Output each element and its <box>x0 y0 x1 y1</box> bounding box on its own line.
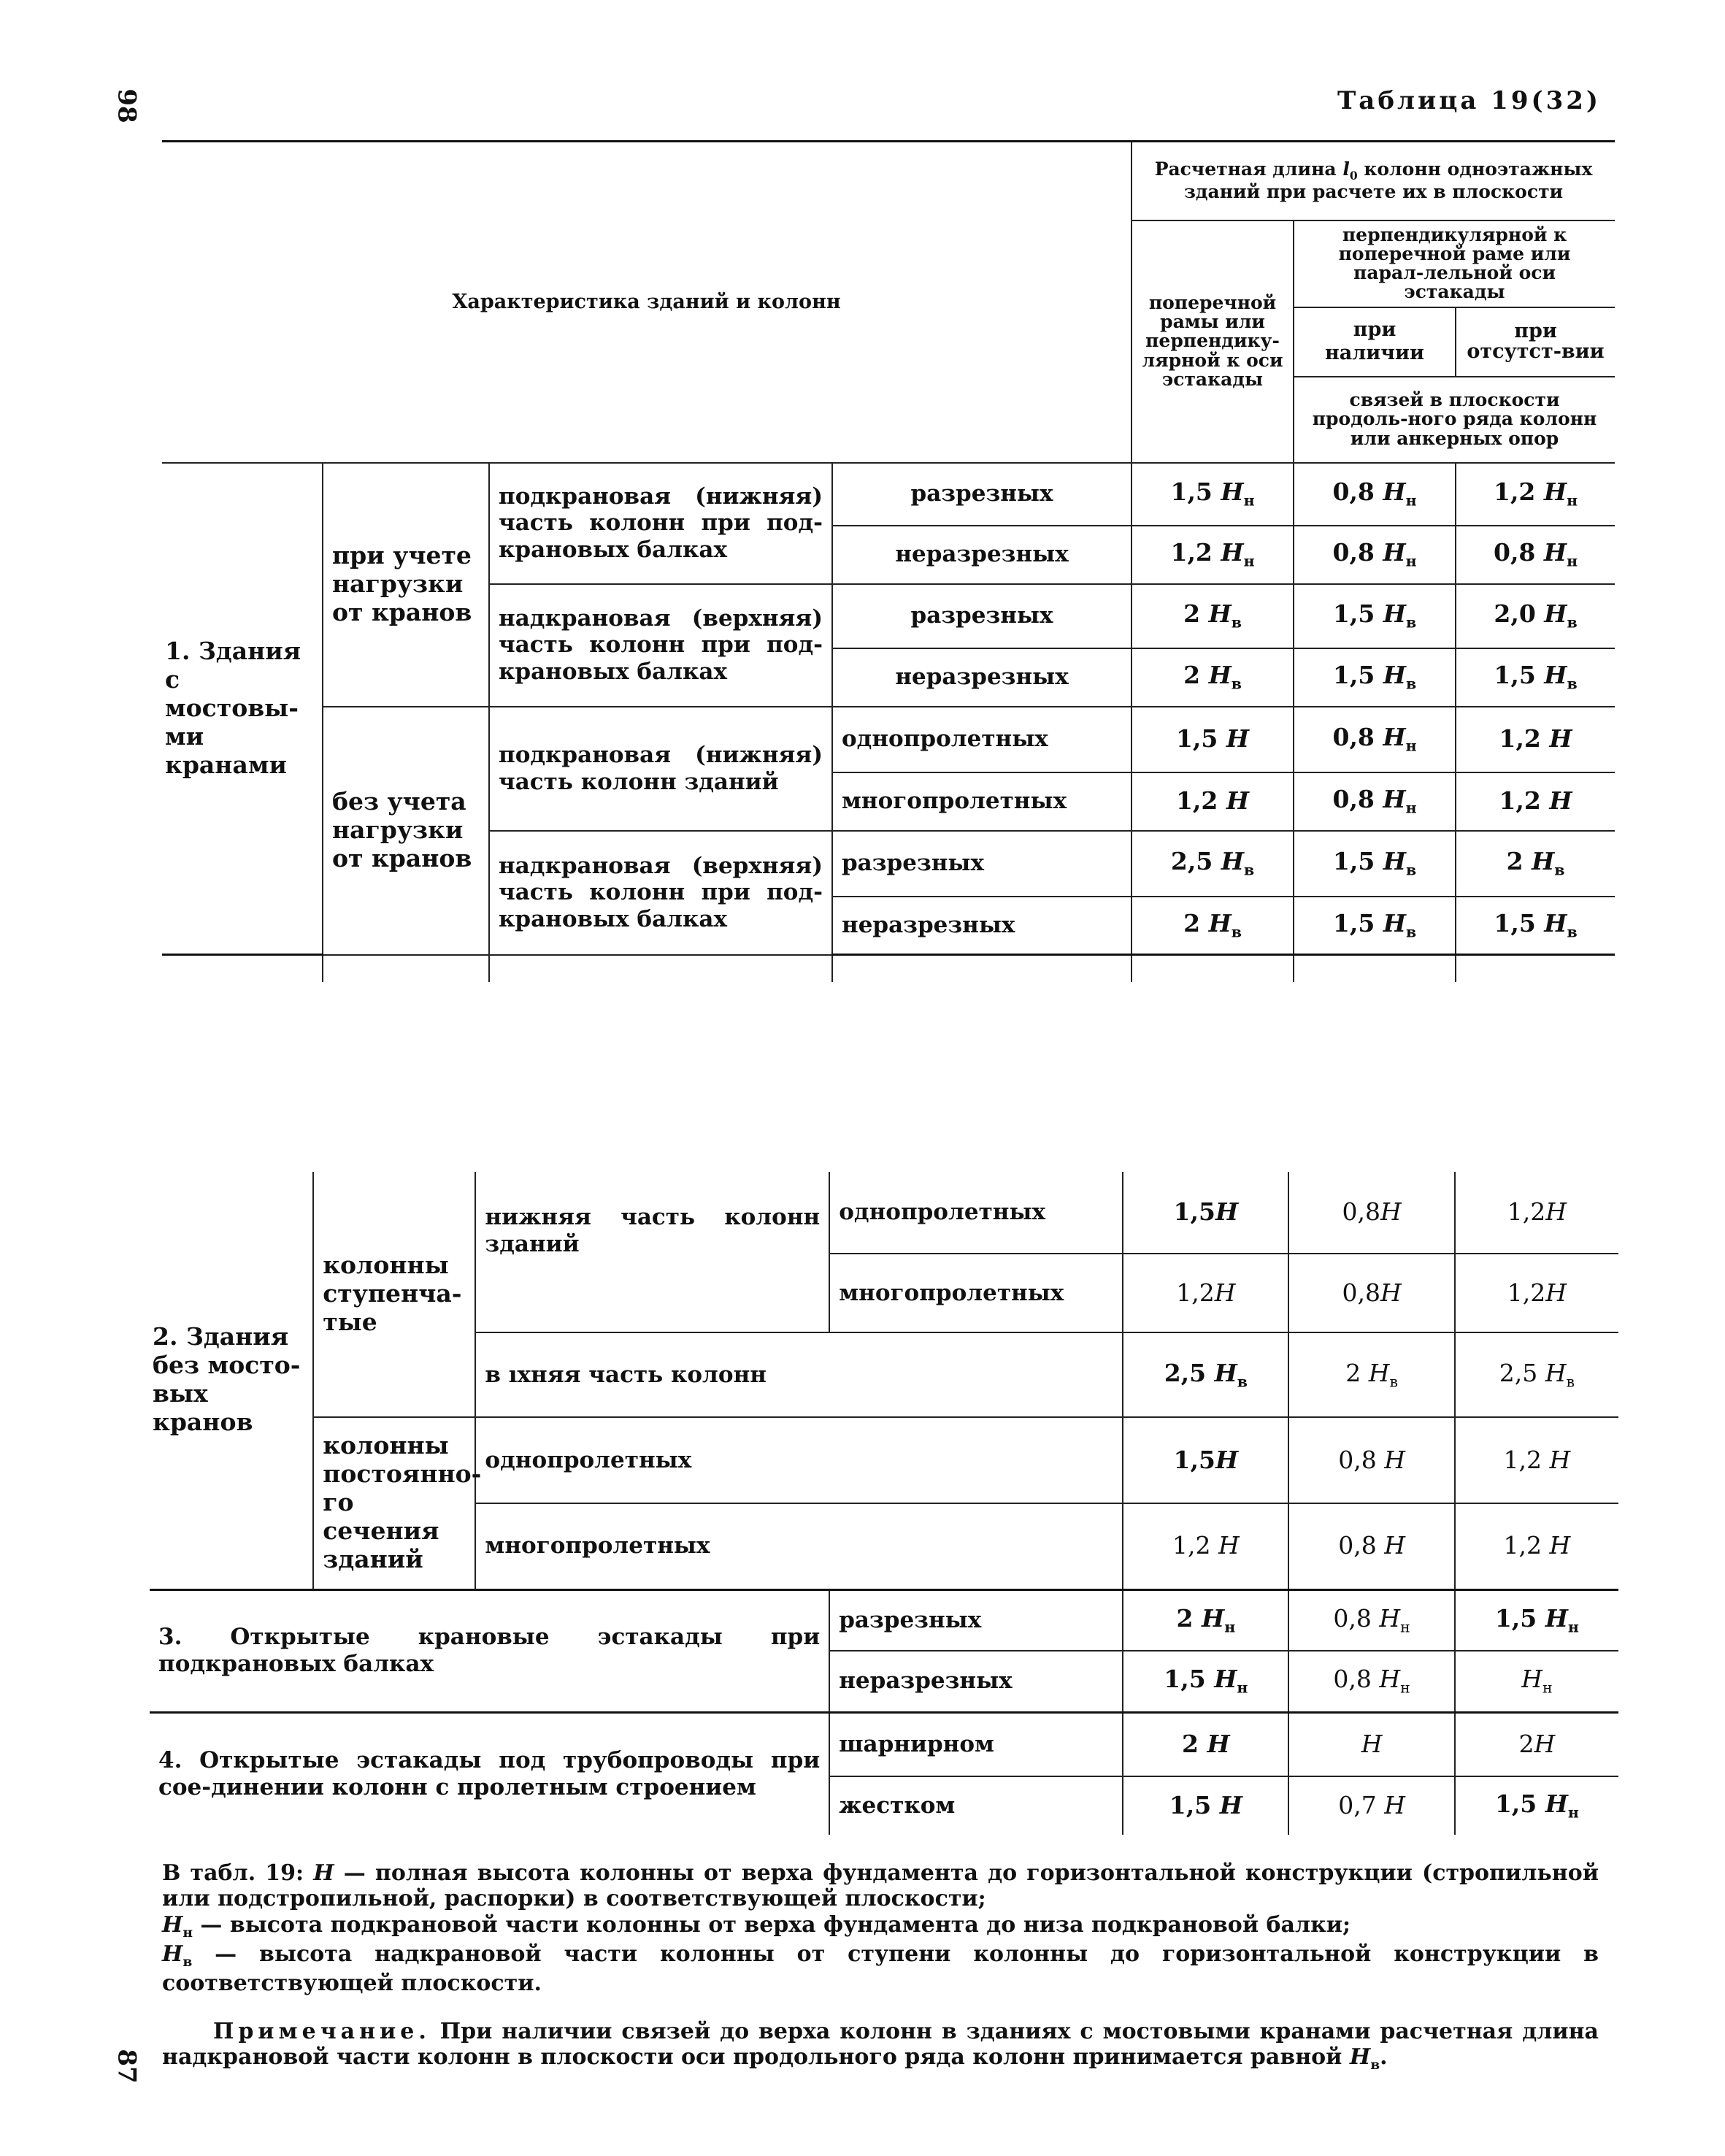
s2-multi: многопролетных <box>829 1254 1123 1332</box>
s1-r6-c3: 1,2 H <box>1456 772 1615 831</box>
remark: Примечание. При наличии связей до верха колонн в зданиях с мостовыми кранами расчетная длина надкрановой части колонн в плоскости оси продольного ряда колонн принимается равной $H_в$. <box>162 2019 1599 2073</box>
s4-r1-c3: 2H <box>1455 1712 1618 1776</box>
page-number-bottom: 87 <box>112 2049 142 2084</box>
s1-r4-c2: 1,5 $H_в$ <box>1294 648 1456 707</box>
s1-cont-3: неразрезных <box>832 897 1132 955</box>
s1-single: однопролетных <box>832 707 1132 772</box>
s2-r3-c3: 2,5 $H_в$ <box>1455 1332 1618 1417</box>
s1-r3-c2: 1,5 $H_в$ <box>1294 584 1456 648</box>
section-1-without-crane: без учета нагрузки от кранов <box>323 707 489 955</box>
s1-r3-c1: 2 $H_в$ <box>1132 584 1294 648</box>
s1-r5-c2: 0,8 $H_н$ <box>1294 707 1456 772</box>
s1-multi: многопролетных <box>832 772 1132 831</box>
s4-r1-c1: 2 H <box>1123 1712 1288 1776</box>
s1-r7-c2: 1,5 $H_в$ <box>1294 831 1456 897</box>
s1-split-3: разрезных <box>832 831 1132 897</box>
s1-r3-c3: 2,0 $H_в$ <box>1456 584 1615 648</box>
s1-r7-c3: 2 $H_в$ <box>1456 831 1615 897</box>
s1-cont-2: неразрезных <box>832 648 1132 707</box>
section-2-label: 2. Здания без мосто-вых кранов <box>150 1172 313 1589</box>
s3-cont: неразрезных <box>829 1651 1123 1712</box>
s2-r2-c1: 1,2H <box>1123 1254 1288 1332</box>
s1-r1-c1: 1,5 $H_н$ <box>1132 463 1294 526</box>
s4-hinged: шарнирном <box>829 1712 1123 1776</box>
s2-r3-c1: 2,5 $H_в$ <box>1123 1332 1288 1417</box>
s3-r2-c2: 0,8 $H_н$ <box>1288 1651 1454 1712</box>
s2-r1-c1: 1,5H <box>1123 1172 1288 1254</box>
section-1-label: 1. Здания с мостовы-ми кранами <box>162 463 323 955</box>
s2-r4-c2: 0,8 H <box>1288 1417 1454 1503</box>
s3-r2-c1: 1,5 $H_н$ <box>1123 1651 1288 1712</box>
section-3-label: 3. Открытые крановые эстакады при подкрановых балках <box>150 1589 829 1712</box>
s1-r1-c3: 1,2 $H_н$ <box>1456 463 1615 526</box>
header-characteristic: Характеристика зданий и колонн <box>162 142 1132 463</box>
section-1-lower-beams: подкрановая (нижняя) часть колонн при под-крановых балках <box>489 463 832 584</box>
s1-r8-c2: 1,5 $H_в$ <box>1294 897 1456 955</box>
s4-rigid: жестком <box>829 1776 1123 1835</box>
table-19-part-2 <box>150 1172 1618 1835</box>
s3-r1-c2: 0,8 $H_н$ <box>1288 1589 1454 1651</box>
s1-split: разрезных <box>832 463 1132 526</box>
remark-label: Примечание. <box>213 2019 431 2044</box>
s1-r8-c3: 1,5 $H_в$ <box>1456 897 1615 955</box>
section-1-with-crane: при учете нагрузки от кранов <box>323 463 489 707</box>
s1-r2-c1: 1,2 $H_н$ <box>1132 526 1294 584</box>
s1-r2-c2: 0,8 $H_н$ <box>1294 526 1456 584</box>
s1-r2-c3: 0,8 $H_н$ <box>1456 526 1615 584</box>
section-2-stepped: колонны ступенча-тые <box>313 1172 475 1417</box>
s1-r7-c1: 2,5 $H_в$ <box>1132 831 1294 897</box>
s4-r1-c2: H <box>1288 1712 1454 1776</box>
s2-r2-c2: 0,8H <box>1288 1254 1454 1332</box>
s2-r1-c2: 0,8H <box>1288 1172 1454 1254</box>
table-19-part-1 <box>162 140 1615 982</box>
page-number-top: 98 <box>112 88 142 123</box>
section-2-constant: колонны постоянно-го сечения зданий <box>313 1417 475 1589</box>
s3-split: разрезных <box>829 1589 1123 1651</box>
header-perpendicular: перпендикулярной к поперечной раме или парал-лельной оси эстакады <box>1294 220 1615 307</box>
s3-r2-c3: $H_н$ <box>1455 1651 1618 1712</box>
s2-r3-c2: 2 $H_в$ <box>1288 1332 1454 1417</box>
note-hn: $H_н$ — высота подкрановой части колонны от верха фундамента до низа подкрановой балки; <box>162 1911 1351 1941</box>
note-hv: $H_в$ — высота надкрановой части колонны от ступени колонны до горизонтальной конструкции в соответствующей плоскости. <box>162 1941 1599 1996</box>
s2-r4-c1: 1,5H <box>1123 1417 1288 1503</box>
s2-r5-c3: 1,2 H <box>1455 1503 1618 1589</box>
s4-r2-c1: 1,5 H <box>1123 1776 1288 1835</box>
s2-r4-c3: 1,2 H <box>1455 1417 1618 1503</box>
s1-r6-c2: 0,8 $H_н$ <box>1294 772 1456 831</box>
s1-r8-c1: 2 $H_в$ <box>1132 897 1294 955</box>
section-1-lower-building: подкрановая (нижняя) часть колонн зданий <box>489 707 832 831</box>
s4-r2-c3: 1,5 $H_н$ <box>1455 1776 1618 1835</box>
s1-cont: неразрезных <box>832 526 1132 584</box>
s2-r2-c3: 1,2H <box>1455 1254 1618 1332</box>
s3-r1-c1: 2 $H_н$ <box>1123 1589 1288 1651</box>
s2-single: однопролетных <box>829 1172 1123 1254</box>
s1-r6-c1: 1,2 H <box>1132 772 1294 831</box>
s1-r1-c2: 0,8 $H_н$ <box>1294 463 1456 526</box>
section-1-upper-beams-2: надкрановая (верхняя) часть колонн при под-крановых балках <box>489 831 832 955</box>
table-notes <box>162 1860 1599 1996</box>
header-with-bracing: при наличии <box>1294 307 1456 377</box>
note-h: В табл. 19: H — полная высота колонны от верха фундамента до горизонтальной конструкции (стропильной или подстропильной, распорки) в соответствующей плоскости; <box>162 1860 1599 1912</box>
s2-multi-2: многопролетных <box>475 1503 1123 1589</box>
s3-r1-c3: 1,5 $H_н$ <box>1455 1589 1618 1651</box>
section-2-upper-part: в ıхняя часть колонн <box>475 1332 1123 1417</box>
s2-single-2: однопролетных <box>475 1417 1123 1503</box>
s1-r4-c1: 2 $H_в$ <box>1132 648 1294 707</box>
s2-r1-c3: 1,2H <box>1455 1172 1618 1254</box>
s1-split-2: разрезных <box>832 584 1132 648</box>
s1-r4-c3: 1,5 $H_в$ <box>1456 648 1615 707</box>
header-without-bracing: при отсутст-вии <box>1456 307 1615 377</box>
section-1-upper-beams: надкрановая (верхняя) часть колонн при под-крановых балках <box>489 584 832 707</box>
s1-r5-c1: 1,5 H <box>1132 707 1294 772</box>
s1-r5-c3: 1,2 H <box>1456 707 1615 772</box>
s2-r5-c2: 0,8 H <box>1288 1503 1454 1589</box>
section-2-lower-part: нижняя часть колонн зданий <box>475 1172 829 1332</box>
header-bracing-note: связей в плоскости продоль-ного ряда колонн или анкерных опор <box>1294 377 1615 463</box>
table-caption: Таблица 19(32) <box>1337 86 1601 115</box>
header-transverse: поперечной рамы или перпендику-лярной к оси эстакады <box>1132 220 1294 463</box>
header-calc-length: Расчетная длина $l_0$ колонн одноэтажных зданий при расчете их в плоскости <box>1132 142 1615 220</box>
s2-r5-c1: 1,2 H <box>1123 1503 1288 1589</box>
s4-r2-c2: 0,7 H <box>1288 1776 1454 1835</box>
section-4-label: 4. Открытые эстакады под трубопроводы при сое-динении колонн с пролетным строением <box>150 1712 829 1835</box>
